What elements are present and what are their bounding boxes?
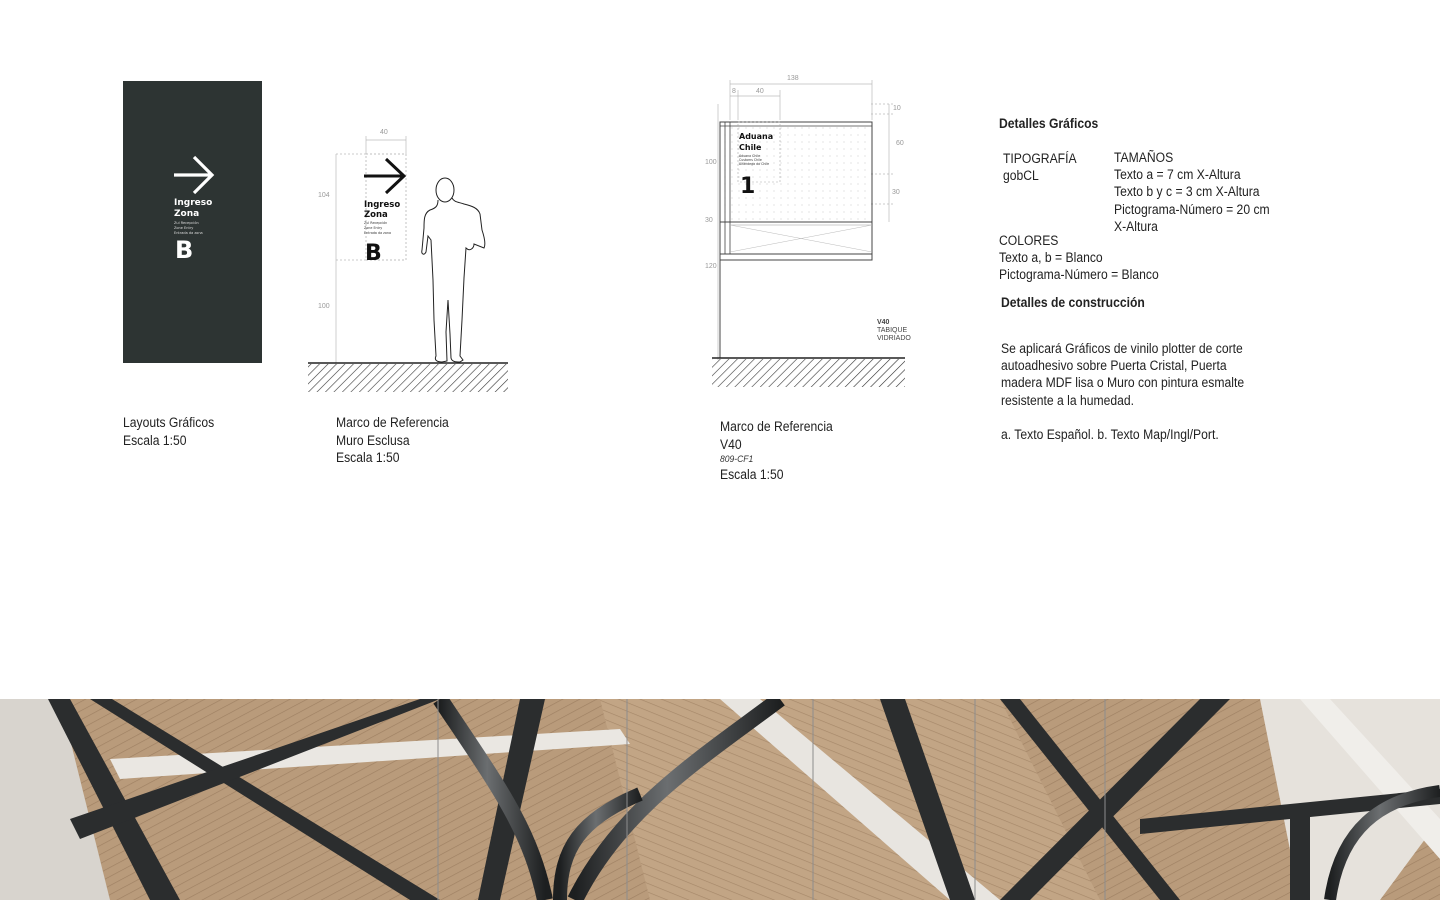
- layout-sign-panel: [123, 81, 262, 363]
- sign-title-line-1: Aduana: [739, 132, 774, 141]
- sign-title-line-1: Ingreso: [174, 198, 213, 208]
- arrow-right-icon: [364, 159, 404, 193]
- sign-title-line-1: Ingreso: [364, 200, 401, 210]
- dim-margin: 8: [732, 88, 736, 95]
- construction-line: madera MDF lisa o Muro con pintura esmalte: [1001, 375, 1245, 391]
- dim-upper: 60: [896, 140, 904, 147]
- caption-line: Escala 1:50: [123, 432, 187, 448]
- dim-sign-height: 104: [318, 192, 330, 199]
- color-line: Texto a, b = Blanco: [999, 250, 1103, 266]
- size-line: X-Altura: [1114, 218, 1158, 234]
- sign-title-line-2: Zona: [364, 210, 388, 220]
- v40-label: V40: [877, 319, 890, 326]
- sign-subtitle-3: Alfândega do Chile: [739, 162, 770, 166]
- sign-number: 1: [740, 174, 756, 199]
- dim-inner-width: 40: [756, 88, 764, 95]
- graphics-details-title: Detalles Gráficos: [999, 116, 1099, 131]
- caption-line: V40: [720, 436, 742, 452]
- caption-line: Muro Esclusa: [336, 432, 410, 448]
- dim-left-mid: 30: [705, 217, 713, 224]
- sign-title-line-2: Chile: [739, 143, 762, 152]
- dim-lower: 30: [892, 189, 900, 196]
- v40-label-line-3: VIDRIADO: [877, 335, 911, 342]
- caption-line: Marco de Referencia: [720, 419, 833, 434]
- caption-line: Layouts Gráficos: [123, 415, 215, 430]
- size-line: Texto a = 7 cm X-Altura: [1114, 167, 1241, 183]
- sign-subtitle-1: Zul Recepción: [364, 221, 388, 225]
- sign-subtitle-3: Entrada da zona: [174, 231, 203, 235]
- caption-layouts: [123, 414, 214, 449]
- languages-note: a. Texto Español. b. Texto Map/Ingl/Port.: [1001, 427, 1219, 442]
- sign-subtitle-1: Aduana Chile: [739, 154, 761, 158]
- caption-line: Marco de Referencia: [336, 415, 449, 430]
- v40-label-line-2: TABIQUE: [877, 327, 908, 334]
- caption-line: Escala 1:50: [720, 467, 784, 482]
- sign-subtitle-3: Entrada da zona: [364, 231, 392, 235]
- construction-line: Se aplicará Gráficos de vinilo plotter de corte: [1001, 341, 1243, 356]
- dim-left-upper: 100: [705, 159, 717, 166]
- sizes-block: [1114, 149, 1270, 235]
- dim-left-base: 120: [705, 263, 717, 270]
- caption-v40: [720, 418, 833, 484]
- colors-label: COLORES: [999, 233, 1059, 248]
- sizes-label: TAMAÑOS: [1114, 150, 1174, 165]
- dim-top: 10: [893, 105, 901, 112]
- sign-subtitle-2: Zone Entry: [364, 226, 383, 230]
- arrow-right-icon: [171, 153, 217, 197]
- construction-details-title: Detalles de construcción: [1001, 295, 1145, 310]
- dim-base-height: 100: [318, 303, 330, 310]
- size-line: Texto b y c = 3 cm X-Altura: [1114, 184, 1260, 200]
- construction-text: [1001, 340, 1244, 409]
- human-figure: [422, 178, 485, 362]
- sign-subtitle-2: Zone Entry: [174, 226, 194, 230]
- sign-subtitle-1: Zul Recepción: [174, 221, 199, 225]
- construction-line: resistente a la humedad.: [1001, 392, 1135, 408]
- typography-label: TIPOGRAFÍA: [1003, 151, 1077, 166]
- dim-total-width: 138: [787, 75, 799, 82]
- color-line: Pictograma-Número = Blanco: [999, 267, 1159, 283]
- typography-value: gobCL: [1003, 168, 1039, 183]
- wall-elevation-drawing: [300, 120, 515, 395]
- sign-subtitle-2: Customs Chile: [739, 158, 762, 162]
- sign-zone-letter: B: [365, 241, 382, 266]
- caption-line: Escala 1:50: [336, 450, 400, 465]
- glazed-partition-drawing: [695, 70, 915, 392]
- ceiling-structure-photo: [0, 699, 1440, 900]
- caption-code: 809-CF1: [720, 454, 754, 465]
- construction-line: autoadhesivo sobre Puerta Cristal, Puerta: [1001, 358, 1227, 374]
- caption-muro-esclusa: [336, 414, 449, 467]
- sign-zone-letter: B: [175, 236, 194, 264]
- dim-width-label: 40: [380, 129, 388, 136]
- colors-block: [999, 232, 1159, 284]
- size-line: Pictograma-Número = 20 cm: [1114, 201, 1270, 217]
- sign-title-line-2: Zona: [174, 209, 200, 219]
